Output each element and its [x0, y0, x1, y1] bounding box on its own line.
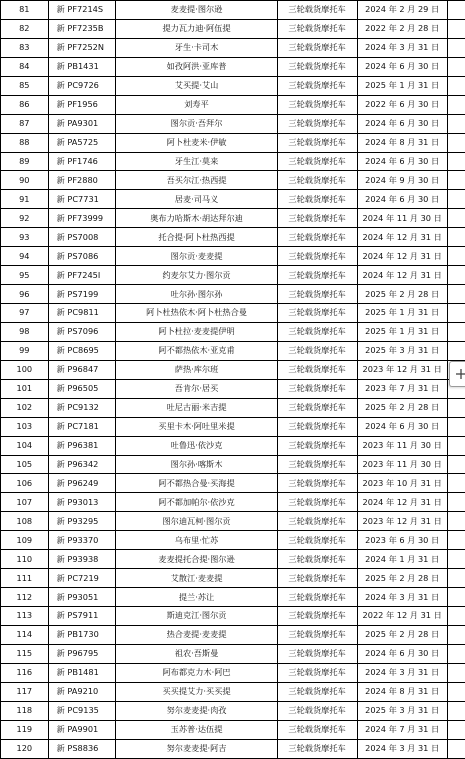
cell-number: 104	[1, 436, 49, 455]
cell-edge	[447, 19, 465, 38]
cell-owner-name: 居麦·司马义	[116, 190, 277, 209]
table-row	[1, 171, 465, 190]
cell-edge	[447, 114, 465, 133]
cell-plate: 新 PA9901	[48, 720, 116, 739]
cell-date: 2024 年 2 月 29 日	[357, 1, 447, 20]
cell-number: 81	[1, 1, 49, 20]
cell-plate: 新 PA5725	[48, 133, 116, 152]
cell-edge	[447, 171, 465, 190]
cell-owner-name: 提力瓦力迪·阿伍提	[116, 19, 277, 38]
cell-number: 117	[1, 682, 49, 701]
table-row	[1, 493, 465, 512]
cell-number: 116	[1, 663, 49, 682]
cell-plate: 新 P93295	[48, 512, 116, 531]
cell-plate: 新 P96795	[48, 644, 116, 663]
cell-plate: 新 PC7731	[48, 190, 116, 209]
cell-plate: 新 PA9210	[48, 682, 116, 701]
cell-number: 97	[1, 304, 49, 323]
table-row	[1, 739, 465, 758]
cell-date: 2024 年 3 月 31 日	[357, 739, 447, 758]
table-row	[1, 379, 465, 398]
cell-edge	[447, 701, 465, 720]
cell-plate: 新 PF7235B	[48, 19, 116, 38]
table-row	[1, 682, 465, 701]
cell-edge	[447, 607, 465, 626]
cell-edge	[447, 682, 465, 701]
cell-edge	[447, 247, 465, 266]
table-row	[1, 247, 465, 266]
cell-number: 101	[1, 379, 49, 398]
table-row	[1, 720, 465, 739]
table-row	[1, 607, 465, 626]
cell-date: 2024 年 6 月 30 日	[357, 114, 447, 133]
cell-owner-name: 阿不都加帕尔·依沙克	[116, 493, 277, 512]
cell-vehicle-type: 三轮载货摩托车	[277, 285, 357, 304]
table-row	[1, 417, 465, 436]
cell-owner-name: 阿卜杜麦米·伊敏	[116, 133, 277, 152]
cell-date: 2025 年 2 月 28 日	[357, 625, 447, 644]
cell-number: 103	[1, 417, 49, 436]
cell-edge	[447, 739, 465, 758]
cell-date: 2023 年 12 月 31 日	[357, 360, 447, 379]
cell-plate: 新 PB1431	[48, 57, 116, 76]
cell-date: 2022 年 12 月 31 日	[357, 607, 447, 626]
cell-plate: 新 PB1730	[48, 625, 116, 644]
cell-vehicle-type: 三轮载货摩托车	[277, 398, 357, 417]
plus-icon	[455, 368, 465, 380]
cell-vehicle-type: 三轮载货摩托车	[277, 663, 357, 682]
cell-vehicle-type: 三轮载货摩托车	[277, 341, 357, 360]
cell-vehicle-type: 三轮载货摩托车	[277, 95, 357, 114]
table-row	[1, 455, 465, 474]
cell-number: 119	[1, 720, 49, 739]
cell-vehicle-type: 三轮载货摩托车	[277, 607, 357, 626]
cell-edge	[447, 266, 465, 285]
cell-owner-name: 麦麦提托合提·图尔逊	[116, 550, 277, 569]
cell-vehicle-type: 三轮载货摩托车	[277, 379, 357, 398]
cell-vehicle-type: 三轮载货摩托车	[277, 417, 357, 436]
cell-owner-name: 斯迪克江·图尔贡	[116, 607, 277, 626]
cell-plate: 新 PF2880	[48, 171, 116, 190]
cell-vehicle-type: 三轮载货摩托车	[277, 57, 357, 76]
cell-edge	[447, 531, 465, 550]
cell-number: 111	[1, 569, 49, 588]
cell-date: 2024 年 6 月 30 日	[357, 644, 447, 663]
cell-plate: 新 PS7096	[48, 322, 116, 341]
cell-owner-name: 买里卡木·阿吐里米提	[116, 417, 277, 436]
cell-date: 2023 年 7 月 31 日	[357, 379, 447, 398]
cell-edge	[447, 322, 465, 341]
cell-edge	[447, 436, 465, 455]
cell-edge	[447, 625, 465, 644]
cell-number: 93	[1, 228, 49, 247]
cell-vehicle-type: 三轮载货摩托车	[277, 531, 357, 550]
cell-plate: 新 PA9301	[48, 114, 116, 133]
cell-edge	[447, 398, 465, 417]
cell-owner-name: 萨热·库尔班	[116, 360, 277, 379]
cell-edge	[447, 512, 465, 531]
cell-vehicle-type: 三轮载货摩托车	[277, 76, 357, 95]
cell-vehicle-type: 三轮载货摩托车	[277, 588, 357, 607]
cell-date: 2024 年 8 月 31 日	[357, 682, 447, 701]
cell-vehicle-type: 三轮载货摩托车	[277, 38, 357, 57]
cell-plate: 新 PS7008	[48, 228, 116, 247]
cell-vehicle-type: 三轮载货摩托车	[277, 266, 357, 285]
cell-plate: 新 P96342	[48, 455, 116, 474]
cell-date: 2025 年 3 月 31 日	[357, 701, 447, 720]
cell-owner-name: 图尔贡·麦麦提	[116, 247, 277, 266]
cell-owner-name: 吾买尔江·热西提	[116, 171, 277, 190]
cell-number: 112	[1, 588, 49, 607]
cell-vehicle-type: 三轮载货摩托车	[277, 114, 357, 133]
cell-number: 115	[1, 644, 49, 663]
cell-owner-name: 阿卜杜拉·麦麦提伊明	[116, 322, 277, 341]
cell-edge	[447, 304, 465, 323]
cell-edge	[447, 663, 465, 682]
cell-owner-name: 努尔麦麦提·阿吉	[116, 739, 277, 758]
cell-number: 109	[1, 531, 49, 550]
cell-owner-name: 艾买提·艾山	[116, 76, 277, 95]
cell-vehicle-type: 三轮载货摩托车	[277, 720, 357, 739]
cell-edge	[447, 228, 465, 247]
cell-number: 84	[1, 57, 49, 76]
cell-date: 2024 年 12 月 31 日	[357, 228, 447, 247]
cell-edge	[447, 720, 465, 739]
cell-plate: 新 PC7181	[48, 417, 116, 436]
cell-number: 83	[1, 38, 49, 57]
cell-vehicle-type: 三轮载货摩托车	[277, 569, 357, 588]
table-row	[1, 550, 465, 569]
cell-edge	[447, 550, 465, 569]
cell-date: 2025 年 1 月 31 日	[357, 304, 447, 323]
cell-plate: 新 PS7911	[48, 607, 116, 626]
cell-owner-name: 如孜阿洪·亚库普	[116, 57, 277, 76]
cell-vehicle-type: 三轮载货摩托车	[277, 247, 357, 266]
cell-date: 2024 年 3 月 31 日	[357, 663, 447, 682]
cell-number: 90	[1, 171, 49, 190]
cell-vehicle-type: 三轮载货摩托车	[277, 360, 357, 379]
table-row	[1, 95, 465, 114]
cell-owner-name: 牙生·卡司木	[116, 38, 277, 57]
cell-vehicle-type: 三轮载货摩托车	[277, 1, 357, 20]
cell-vehicle-type: 三轮载货摩托车	[277, 493, 357, 512]
cell-date: 2024 年 12 月 31 日	[357, 266, 447, 285]
cell-vehicle-type: 三轮载货摩托车	[277, 701, 357, 720]
cell-edge	[447, 1, 465, 20]
cell-edge	[447, 341, 465, 360]
cell-vehicle-type: 三轮载货摩托车	[277, 682, 357, 701]
cell-plate: 新 P93051	[48, 588, 116, 607]
table-row	[1, 398, 465, 417]
cell-vehicle-type: 三轮载货摩托车	[277, 228, 357, 247]
cell-edge	[447, 95, 465, 114]
table-row	[1, 285, 465, 304]
cell-plate: 新 PC9811	[48, 304, 116, 323]
cell-plate: 新 P93938	[48, 550, 116, 569]
table-row	[1, 663, 465, 682]
table-row	[1, 322, 465, 341]
cell-date: 2025 年 1 月 31 日	[357, 76, 447, 95]
cell-date: 2024 年 6 月 30 日	[357, 152, 447, 171]
cell-date: 2022 年 2 月 28 日	[357, 19, 447, 38]
cell-number: 89	[1, 152, 49, 171]
cell-plate: 新 PS7086	[48, 247, 116, 266]
cell-owner-name: 牙生江·莫来	[116, 152, 277, 171]
table-row	[1, 133, 465, 152]
cell-owner-name: 提兰·苏让	[116, 588, 277, 607]
cell-vehicle-type: 三轮载货摩托车	[277, 550, 357, 569]
cell-number: 108	[1, 512, 49, 531]
cell-plate: 新 PF7252N	[48, 38, 116, 57]
cell-plate: 新 PC9132	[48, 398, 116, 417]
cell-owner-name: 买买提艾力·买买提	[116, 682, 277, 701]
cell-number: 86	[1, 95, 49, 114]
table-row	[1, 76, 465, 95]
cell-date: 2025 年 2 月 28 日	[357, 569, 447, 588]
cell-plate: 新 PF7245I	[48, 266, 116, 285]
cell-number: 106	[1, 474, 49, 493]
cell-date: 2024 年 12 月 31 日	[357, 493, 447, 512]
cell-edge	[447, 474, 465, 493]
cell-edge	[447, 38, 465, 57]
cell-plate: 新 PS8836	[48, 739, 116, 758]
cell-number: 105	[1, 455, 49, 474]
cell-vehicle-type: 三轮载货摩托车	[277, 625, 357, 644]
cell-owner-name: 阿卜杜热依木·阿卜杜热合曼	[116, 304, 277, 323]
cell-owner-name: 努尔麦麦提·肉孜	[116, 701, 277, 720]
cell-owner-name: 阿不都热依木·亚克甫	[116, 341, 277, 360]
cell-number: 91	[1, 190, 49, 209]
cell-vehicle-type: 三轮载货摩托车	[277, 512, 357, 531]
cell-date: 2024 年 6 月 30 日	[357, 57, 447, 76]
zoom-in-button[interactable]	[449, 361, 465, 387]
cell-edge	[447, 76, 465, 95]
cell-plate: 新 PS7199	[48, 285, 116, 304]
table-body	[1, 1, 465, 759]
table-row	[1, 512, 465, 531]
cell-number: 113	[1, 607, 49, 626]
cell-owner-name: 约麦尔艾力·图尔贡	[116, 266, 277, 285]
table-row	[1, 588, 465, 607]
cell-owner-name: 阿布都克力木·阿巴	[116, 663, 277, 682]
cell-plate: 新 PF1746	[48, 152, 116, 171]
cell-number: 118	[1, 701, 49, 720]
cell-owner-name: 刘寿平	[116, 95, 277, 114]
table-row	[1, 436, 465, 455]
cell-number: 87	[1, 114, 49, 133]
cell-edge	[447, 152, 465, 171]
cell-edge	[447, 644, 465, 663]
cell-vehicle-type: 三轮载货摩托车	[277, 644, 357, 663]
cell-vehicle-type: 三轮载货摩托车	[277, 436, 357, 455]
cell-edge	[447, 569, 465, 588]
cell-edge	[447, 455, 465, 474]
cell-date: 2023 年 10 月 31 日	[357, 474, 447, 493]
cell-date: 2024 年 1 月 31 日	[357, 550, 447, 569]
cell-number: 98	[1, 322, 49, 341]
cell-vehicle-type: 三轮载货摩托车	[277, 152, 357, 171]
cell-vehicle-type: 三轮载货摩托车	[277, 209, 357, 228]
cell-owner-name: 玉苏普·达伍提	[116, 720, 277, 739]
cell-owner-name: 阿不都热合曼·买海提	[116, 474, 277, 493]
table-row	[1, 304, 465, 323]
cell-owner-name: 吐尔孙·图尔孙	[116, 285, 277, 304]
cell-plate: 新 P96505	[48, 379, 116, 398]
cell-date: 2024 年 7 月 31 日	[357, 720, 447, 739]
table-row	[1, 19, 465, 38]
cell-owner-name: 图尔贡·吾拜尔	[116, 114, 277, 133]
cell-number: 110	[1, 550, 49, 569]
cell-number: 82	[1, 19, 49, 38]
table-row	[1, 531, 465, 550]
cell-vehicle-type: 三轮载货摩托车	[277, 304, 357, 323]
table-row	[1, 701, 465, 720]
table-row	[1, 625, 465, 644]
table-row	[1, 474, 465, 493]
cell-owner-name: 吾肯尔·居买	[116, 379, 277, 398]
cell-edge	[447, 209, 465, 228]
cell-plate: 新 P96249	[48, 474, 116, 493]
cell-owner-name: 吐鲁迅·依沙克	[116, 436, 277, 455]
table-row	[1, 190, 465, 209]
cell-date: 2025 年 2 月 28 日	[357, 285, 447, 304]
table-row	[1, 1, 465, 20]
cell-vehicle-type: 三轮载货摩托车	[277, 190, 357, 209]
cell-edge	[447, 588, 465, 607]
cell-plate: 新 P93013	[48, 493, 116, 512]
cell-edge	[447, 417, 465, 436]
cell-number: 107	[1, 493, 49, 512]
cell-plate: 新 PF7214S	[48, 1, 116, 20]
cell-date: 2024 年 12 月 31 日	[357, 247, 447, 266]
cell-number: 102	[1, 398, 49, 417]
cell-vehicle-type: 三轮载货摩托车	[277, 19, 357, 38]
table-row	[1, 228, 465, 247]
cell-number: 120	[1, 739, 49, 758]
cell-plate: 新 P96847	[48, 360, 116, 379]
cell-edge	[447, 190, 465, 209]
cell-owner-name: 图尔孙·喀斯木	[116, 455, 277, 474]
cell-plate: 新 PC9135	[48, 701, 116, 720]
cell-date: 2023 年 6 月 30 日	[357, 531, 447, 550]
cell-vehicle-type: 三轮载货摩托车	[277, 455, 357, 474]
cell-plate: 新 PF1956	[48, 95, 116, 114]
cell-vehicle-type: 三轮载货摩托车	[277, 322, 357, 341]
cell-number: 92	[1, 209, 49, 228]
table-row	[1, 209, 465, 228]
cell-number: 85	[1, 76, 49, 95]
table-row	[1, 114, 465, 133]
cell-plate: 新 P93370	[48, 531, 116, 550]
cell-date: 2025 年 3 月 31 日	[357, 341, 447, 360]
cell-vehicle-type: 三轮载货摩托车	[277, 739, 357, 758]
cell-date: 2022 年 6 月 30 日	[357, 95, 447, 114]
cell-date: 2023 年 12 月 31 日	[357, 512, 447, 531]
cell-edge	[447, 133, 465, 152]
cell-plate: 新 PF73999	[48, 209, 116, 228]
cell-number: 99	[1, 341, 49, 360]
cell-date: 2024 年 9 月 30 日	[357, 171, 447, 190]
cell-owner-name: 图尔迪瓦柯·图尔贡	[116, 512, 277, 531]
table-row	[1, 360, 465, 379]
cell-owner-name: 奥布力哈斯木·胡达拜尔迪	[116, 209, 277, 228]
cell-owner-name: 乌布里·忙苏	[116, 531, 277, 550]
cell-date: 2024 年 3 月 31 日	[357, 588, 447, 607]
cell-date: 2024 年 6 月 30 日	[357, 417, 447, 436]
table-row	[1, 266, 465, 285]
cell-date: 2024 年 3 月 31 日	[357, 38, 447, 57]
table-row	[1, 152, 465, 171]
table-row	[1, 57, 465, 76]
cell-owner-name: 托合提·阿卜杜热西提	[116, 228, 277, 247]
cell-date: 2024 年 11 月 30 日	[357, 209, 447, 228]
cell-plate: 新 PC8695	[48, 341, 116, 360]
cell-number: 96	[1, 285, 49, 304]
cell-edge	[447, 57, 465, 76]
cell-owner-name: 祖农·吾斯曼	[116, 644, 277, 663]
table-row	[1, 341, 465, 360]
cell-number: 114	[1, 625, 49, 644]
cell-vehicle-type: 三轮载货摩托车	[277, 474, 357, 493]
cell-number: 100	[1, 360, 49, 379]
cell-number: 94	[1, 247, 49, 266]
cell-vehicle-type: 三轮载货摩托车	[277, 133, 357, 152]
cell-owner-name: 吐尼古丽·米吉提	[116, 398, 277, 417]
cell-number: 88	[1, 133, 49, 152]
cell-vehicle-type: 三轮载货摩托车	[277, 171, 357, 190]
cell-owner-name: 麦麦提·图尔逊	[116, 1, 277, 20]
cell-plate: 新 PC9726	[48, 76, 116, 95]
cell-date: 2023 年 11 月 30 日	[357, 436, 447, 455]
cell-date: 2025 年 2 月 28 日	[357, 398, 447, 417]
table-row	[1, 38, 465, 57]
table-row	[1, 569, 465, 588]
cell-date: 2023 年 11 月 30 日	[357, 455, 447, 474]
cell-number: 95	[1, 266, 49, 285]
cell-date: 2025 年 1 月 31 日	[357, 322, 447, 341]
table-row	[1, 644, 465, 663]
cell-plate: 新 PB1481	[48, 663, 116, 682]
cell-edge	[447, 493, 465, 512]
cell-date: 2024 年 6 月 30 日	[357, 190, 447, 209]
cell-owner-name: 热合麦提·麦麦提	[116, 625, 277, 644]
cell-plate: 新 P96381	[48, 436, 116, 455]
cell-edge	[447, 285, 465, 304]
cell-owner-name: 艾散江·麦麦提	[116, 569, 277, 588]
cell-plate: 新 PC7219	[48, 569, 116, 588]
cell-date: 2024 年 8 月 31 日	[357, 133, 447, 152]
